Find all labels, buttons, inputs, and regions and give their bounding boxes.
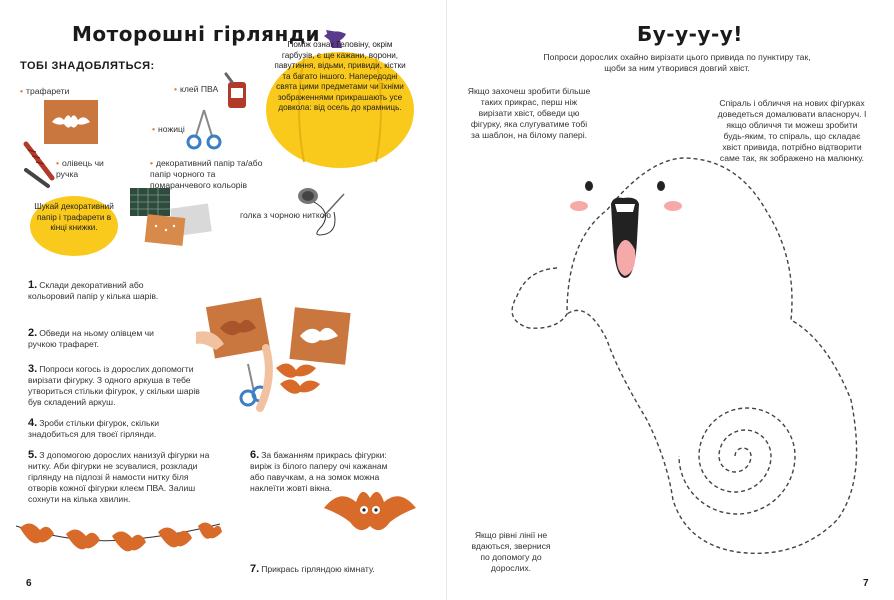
item-thread: голка з чорною ниткою <box>240 210 331 220</box>
yellow-note-text: Шукай декоративний папір і трафарети в кінці книжки. <box>34 202 114 232</box>
step-4: 4. Зроби стільки фігурок, скільки знадобиться для твоєї гірлянди. <box>28 417 160 439</box>
page-title-garlands: Моторошні гірлянди <box>72 22 321 46</box>
item-paper: • декоративний папір та/або папір чорного та помаранчевого кольорів <box>150 158 274 191</box>
needs-heading: ТОБІ ЗНАДОБЛЯТЬСЯ: <box>20 60 155 72</box>
tip-template: Якщо захочеш зробити більше таких прикрас, перш ніж вирізати хвіст, обведи цю фігурку, яка слугуватиме тобі за шаблон, на білому папері. <box>467 86 591 140</box>
pumpkin-note: Поміж ознак Геловіну, окрім гарбузів, є ще кажани, ворони, павутиння, відьми, привиди, кістки та багато іншого. Напередодні свята цими предметами чи їхніми зображеннями прикрашають усе довкола: від осель до крамниць. <box>274 40 406 112</box>
scissors-icon <box>186 106 222 150</box>
page-title-ghost: Бу-у-у-у! <box>637 22 743 46</box>
page-number-right: 7 <box>863 578 869 589</box>
step-5: 5. З допомогою дорослих нанизуй фігурки на нитку. Аби фігурки не зсувалися, розклади гірлянду на підлозі й намости нитку біля отворів кожної фігурки клеєм ПВА. Залиш сохнути на кілька хвилин. <box>28 449 210 504</box>
page-number-left: 6 <box>26 578 32 589</box>
decorated-bat-image <box>320 478 420 542</box>
pencil-icon <box>22 140 58 190</box>
cutting-illustration <box>196 288 366 414</box>
item-stencils: • трафарети <box>20 86 69 97</box>
right-page <box>447 0 894 600</box>
step-6: 6. За бажанням прикрась фігурки: виріж із білого паперу очі кажанам або павучкам, а на зомок можна наклеїти жовті вікна. <box>250 449 388 493</box>
glue-icon <box>218 72 250 110</box>
stencil-image <box>44 100 98 144</box>
item-scissors: • ножиці <box>152 124 185 135</box>
paper-stack-image <box>126 186 214 250</box>
intro-text: Попроси дорослих охайно вирізати цього привида по пунктиру так, щоби за ним утворився довгий хвіст. <box>543 52 811 73</box>
item-glue: • клей ПВА <box>174 84 218 95</box>
bat-garland-image <box>14 514 224 572</box>
step-7: 7. Прикрась гірляндою кімнату. <box>250 563 375 575</box>
step-1: 1. Склади декоративний або кольоровий папір у кілька шарів. <box>28 279 159 301</box>
ghost-cutout <box>467 100 887 570</box>
tip-help: Якщо рівні лінії не вдаються, звернися по допомогу до дорослих. <box>471 530 551 573</box>
step-2: 2. Обведи на ньому олівцем чи ручкою трафарет. <box>28 327 154 349</box>
step-3: 3. Попроси когось із дорослих допомогти вирізати фігурку. З одного аркуша в тебе утвориться стільки фігурок, у скільки шарів був складений аркуш. <box>28 363 200 407</box>
tip-spiral: Спіраль і обличчя на нових фігурках доведеться домалювати власноруч. І якщо обличчя ти можеш зробити будь-яким, то спіраль, що складає хвіст привида, потрібно відтворити саме так, як зображено на малюнку. <box>717 98 867 163</box>
item-pencil: • олівець чи ручка <box>56 158 116 180</box>
